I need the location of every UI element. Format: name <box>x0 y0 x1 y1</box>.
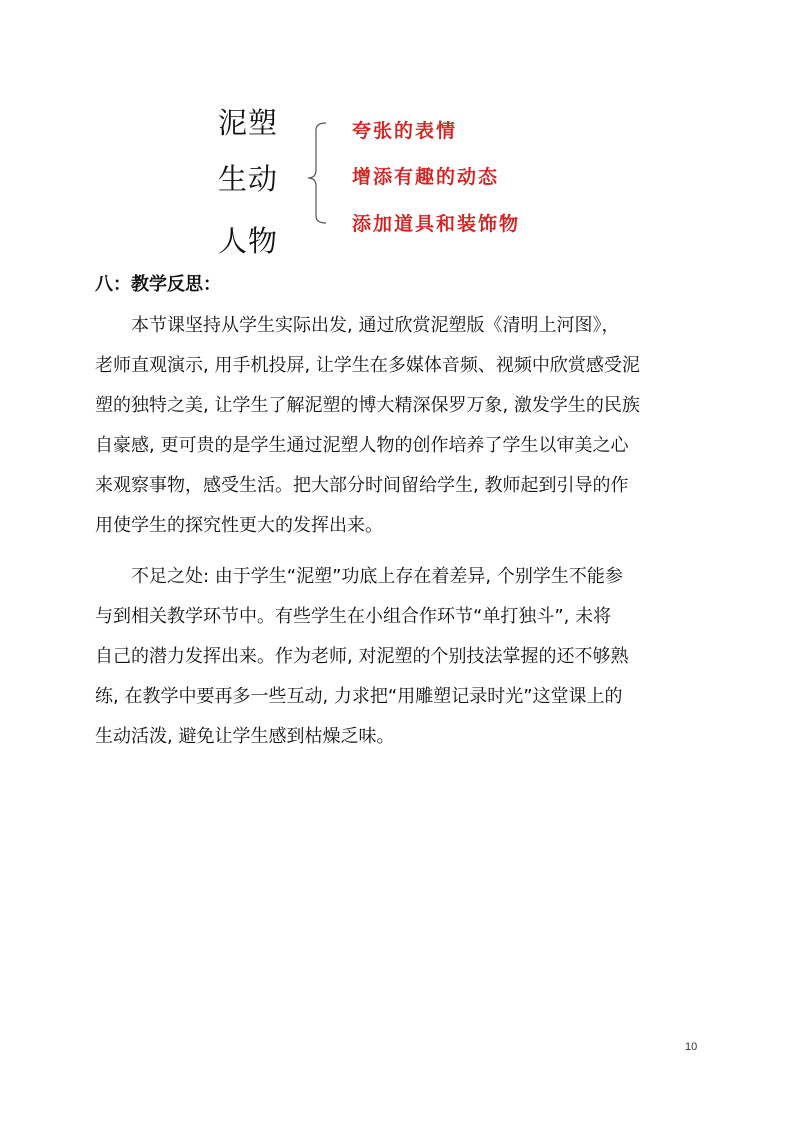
paragraph-line: 与到相关教学环节中。有些学生在小组合作环节“单打独斗”, 未将 <box>95 606 612 627</box>
paragraph-line: 老师直观演示, 用手机投屏, 让学生在多媒体音频、视频中欣赏感受泥 <box>95 355 640 376</box>
paragraph-line: 自豪感, 更可贵的是学生通过泥塑人物的创作培养了学生以审美之心 <box>95 435 629 456</box>
page-number: 10 <box>685 1041 698 1053</box>
diagram-title-line-2: 生动 <box>218 162 279 196</box>
paragraph-line: 生动活泼, 避免让学生感到枯燥乏味。 <box>95 726 395 747</box>
diagram-title-line-3: 人物 <box>218 224 279 258</box>
paragraph-line: 自己的潜力发挥出来。作为老师, 对泥塑的个别技法掌握的还不够熟 <box>95 646 629 667</box>
paragraph-line: 不足之处: 由于学生“泥塑”功底上存在着差异, 个别学生不能参 <box>131 566 623 587</box>
section-heading: 八：教学反思： <box>95 274 221 295</box>
paragraph-line: 用使学生的探究性更大的发挥出来。 <box>95 515 383 536</box>
diagram-item-2: 增添有趣的动态 <box>352 166 500 188</box>
paragraph-line: 来观察事物，感受生活。把大部分时间留给学生, 教师起到引导的作 <box>95 475 629 496</box>
paragraph-line: 塑的独特之美, 让学生了解泥塑的博大精深保罗万象, 激发学生的民族 <box>95 395 640 416</box>
brace-connector <box>296 96 336 256</box>
diagram-item-1: 夸张的表情 <box>352 120 458 142</box>
paragraph-line: 练, 在教学中要再多一些互动, 力求把“用雕塑记录时光”这堂课上的 <box>95 686 623 707</box>
paragraph-line: 本节课坚持从学生实际出发, 通过欣赏泥塑版《清明上河图》， <box>131 315 620 336</box>
diagram-title-line-1: 泥塑 <box>218 106 279 140</box>
concept-diagram <box>214 96 594 266</box>
diagram-item-3: 添加道具和装饰物 <box>352 213 521 235</box>
